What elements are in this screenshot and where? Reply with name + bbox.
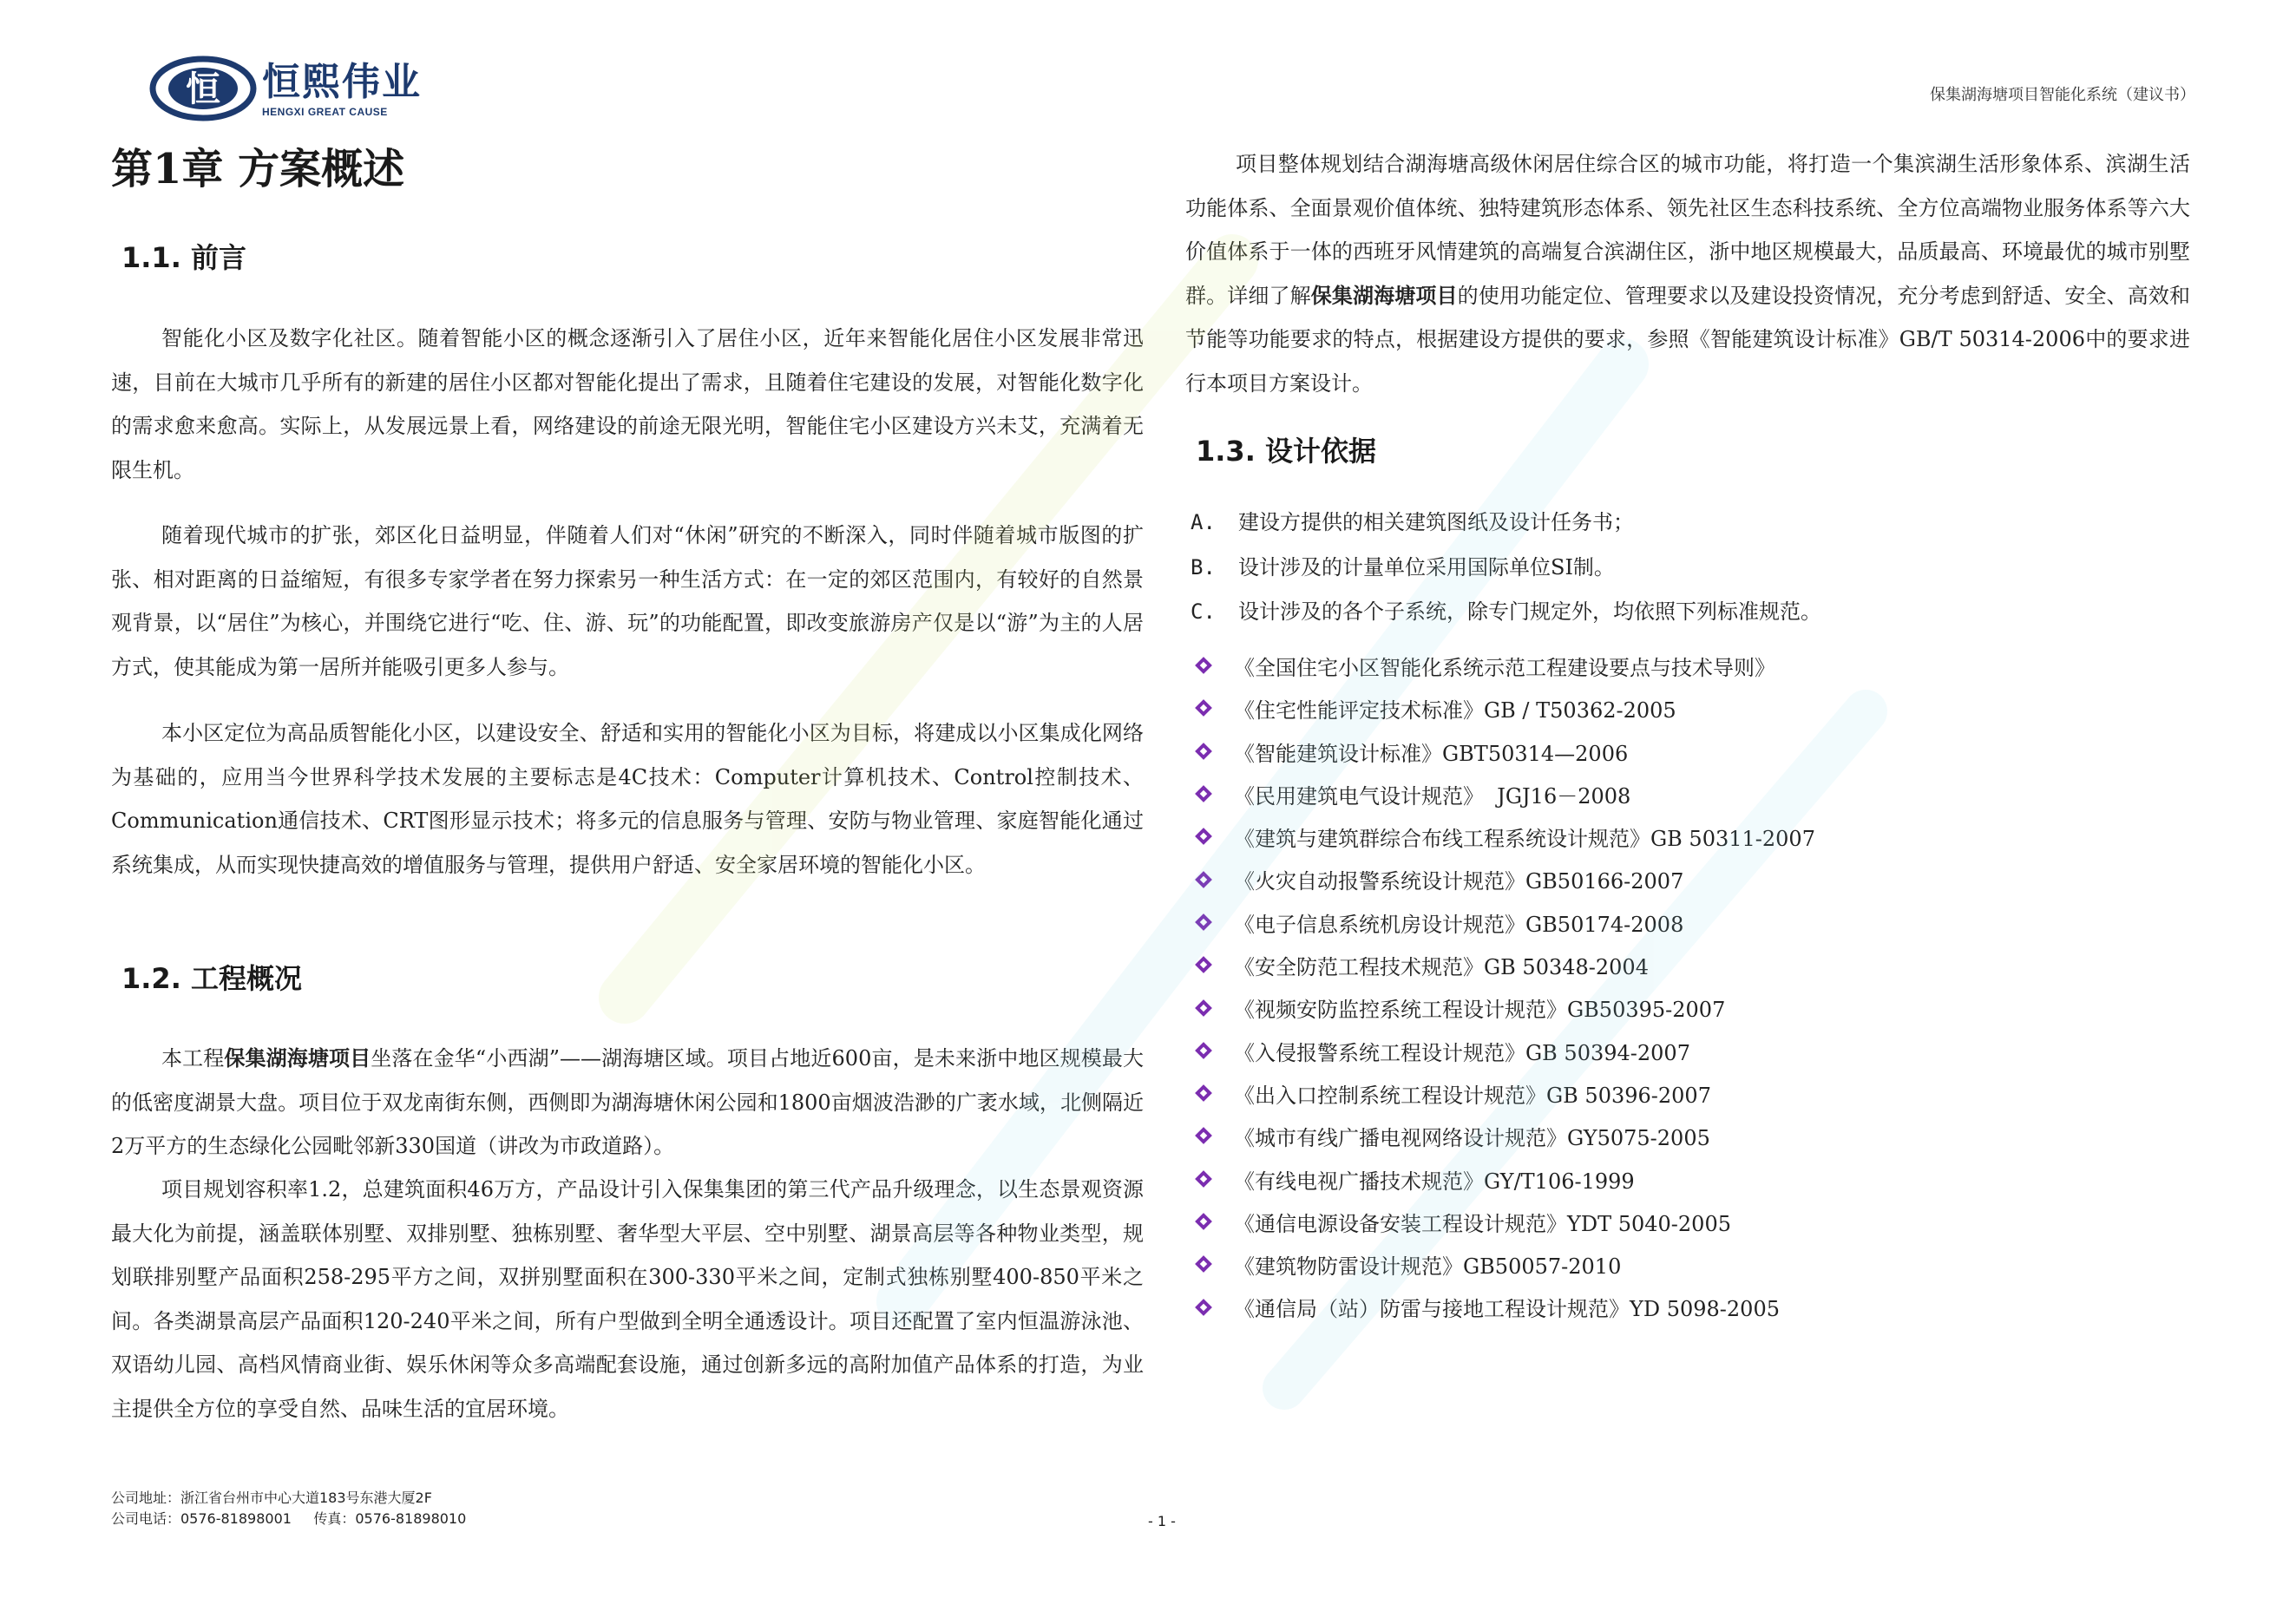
standards-list bbox=[1194, 647, 1815, 1332]
standard-item: 《通信电源设备安装工程设计规范》YDT 5040-2005 bbox=[1194, 1203, 1815, 1246]
diamond-bullet-icon bbox=[1194, 1246, 1225, 1288]
diamond-bullet-icon bbox=[1194, 647, 1225, 690]
diamond-bullet-icon bbox=[1194, 990, 1225, 1032]
diamond-bullet-icon bbox=[1194, 861, 1225, 904]
diamond-bullet-icon bbox=[1194, 1203, 1225, 1246]
standard-item: 《住宅性能评定技术标准》GB / T50362-2005 bbox=[1194, 690, 1815, 732]
logo-emblem-icon bbox=[149, 52, 257, 125]
list-item: C. 设计涉及的各个子系统，除专门规定外，均依照下列标准规范。 bbox=[1191, 599, 1821, 624]
page-footer bbox=[111, 1488, 466, 1529]
standard-item: 《全国住宅小区智能化系统示范工程建设要点与技术导则》 bbox=[1194, 647, 1815, 690]
basis-list bbox=[1191, 501, 1821, 635]
diamond-bullet-icon bbox=[1194, 946, 1225, 989]
overview-paragraph-3: 项目整体规划结合湖海塘高级休闲居住综合区的城市功能，将打造一个集滨湖生活形象体系、滨湖生活功能体系、全面景观价值体统、独特建筑形态体系、领先社区生态科技系统、全方位高端物业服务体系等六大价值体系于一体的西班牙风情建筑的高端复合滨湖住区，浙中地区规模最大，品质最高、环境最优的城市别墅群。详细了解保集湖海塘项目的使用功能定位、管理要求以及建设投资情况，充分考虑到舒适、安全、高效和节能等功能要求的特点，根据建设方提供的要求，参照《智能建筑设计标准》GB/T 50314-2006中的要求进行本项目方案设计。 bbox=[1185, 152, 2191, 396]
company-address: 公司地址：浙江省台州市中心大道183号东港大厦2F bbox=[111, 1490, 432, 1506]
diamond-bullet-icon bbox=[1194, 733, 1225, 776]
standard-item: 《有线电视广播技术规范》GY/T106-1999 bbox=[1194, 1161, 1815, 1203]
project-name-highlight: 保集湖海塘项目 bbox=[224, 1045, 371, 1071]
svg-text:恒: 恒 bbox=[186, 69, 220, 109]
standard-item: 《民用建筑电气设计规范》 JGJ16－2008 bbox=[1194, 776, 1815, 818]
page-number: - 1 - bbox=[1148, 1513, 1176, 1529]
section-title-basis: 1.3. 设计依据 bbox=[1196, 435, 1376, 468]
list-item: B. 设计涉及的计量单位采用国际单位SI制。 bbox=[1191, 554, 1615, 580]
diamond-bullet-icon bbox=[1194, 1032, 1225, 1075]
preface-paragraph-2: 随着现代城市的扩张，郊区化日益明显，伴随着人们对“休闲”研究的不断深入，同时伴随着城市版图的扩张、相对距离的日益缩短，有很多专家学者在努力探索另一种生活方式：在一定的郊区范围内，有较好的自然景观背景，以“居住”为核心，并围绕它进行“吃、住、游、玩”的功能配置，即改变旅游房产仅是以“游”为主的人居方式，使其能成为第一居所并能吸引更多人参与。 bbox=[111, 523, 1144, 679]
standard-item: 《建筑物防雷设计规范》GB50057-2010 bbox=[1194, 1246, 1815, 1288]
overview-paragraph-2: 项目规划容积率1.2，总建筑面积46万方，产品设计引入保集集团的第三代产品升级理念，以生态景观资源最大化为前提，涵盖联体别墅、双排别墅、独栋别墅、奢华型大平层、空中别墅、湖景高层等各种物业类型，规划联排别墅产品面积258-295平方之间，双拼别墅面积在300-330平米之间，定制式独栋别墅400-850平米之间。各类湖景高层产品面积120-240平米之间，所有户型做到全明全通透设计。项目还配置了室内恒温游泳池、双语幼儿园、高档风情商业街、娱乐休闲等众多高端配套设施，通过创新多远的高附加值产品体系的打造，为业主提供全方位的享受自然、品味生活的宜居环境。 bbox=[111, 1177, 1144, 1421]
company-logo bbox=[149, 52, 422, 125]
standard-item: 《电子信息系统机房设计规范》GB50174-2008 bbox=[1194, 904, 1815, 946]
standard-item: 《出入口控制系统工程设计规范》GB 50396-2007 bbox=[1194, 1075, 1815, 1117]
diamond-bullet-icon bbox=[1194, 904, 1225, 946]
preface-paragraph-3: 本小区定位为高品质智能化小区，以建设安全、舒适和实用的智能化小区为目标，将建成以小区集成化网络为基础的，应用当今世界科学技术发展的主要标志是4C技术：Computer计算机技术、Control控制技术、Communication通信技术、CRT图形显示技术；将多元的信息服务与管理、安防与物业管理、家庭智能化通过系统集成，从而实现快捷高效的增值服务与管理，提供用户舒适、安全家居环境的智能化小区。 bbox=[111, 721, 1144, 877]
diamond-bullet-icon bbox=[1194, 818, 1225, 861]
overview-paragraph-1: 本工程保集湖海塘项目坐落在金华“小西湖”——湖海塘区域。项目占地近600亩，是未来浙中地区规模最大的低密度湖景大盘。项目位于双龙南街东侧，西侧即为湖海塘休闲公园和1800亩烟波浩渺的广袤水域，北侧隔近2万平方的生态绿化公园毗邻新330国道（讲改为市政道路）。 bbox=[111, 1045, 1145, 1158]
diamond-bullet-icon bbox=[1194, 776, 1225, 818]
section-title-overview: 1.2. 工程概况 bbox=[121, 962, 302, 995]
standard-item: 《视频安防监控系统工程设计规范》GB50395-2007 bbox=[1194, 989, 1815, 1031]
diamond-bullet-icon bbox=[1194, 690, 1225, 732]
standard-item: 《智能建筑设计标准》GBT50314—2006 bbox=[1194, 733, 1815, 776]
diamond-bullet-icon bbox=[1194, 1161, 1225, 1203]
document-title: 保集湖海塘项目智能化系统（建议书） bbox=[1930, 86, 2195, 104]
standard-item: 《安全防范工程技术规范》GB 50348-2004 bbox=[1194, 946, 1815, 989]
diamond-bullet-icon bbox=[1194, 1075, 1225, 1117]
logo-chinese-name: 恒熙伟业 bbox=[262, 60, 422, 104]
preface-paragraph-1: 智能化小区及数字化社区。随着智能小区的概念逐渐引入了居住小区，近年来智能化居住小区发展非常迅速，目前在大城市几乎所有的新建的居住小区都对智能化提出了需求，且随着住宅建设的发展，对智能化数字化的需求愈来愈高。实际上，从发展远景上看，网络建设的前途无限光明，智能住宅小区建设方兴未艾，充满着无限生机。 bbox=[111, 326, 1144, 482]
diamond-bullet-icon bbox=[1194, 1117, 1225, 1160]
project-name-highlight: 保集湖海塘项目 bbox=[1310, 282, 1458, 308]
standard-item: 《通信局（站）防雷与接地工程设计规范》YD 5098-2005 bbox=[1194, 1288, 1815, 1331]
chapter-title: 第1章 方案概述 bbox=[111, 145, 405, 193]
standard-item: 《入侵报警系统工程设计规范》GB 50394-2007 bbox=[1194, 1032, 1815, 1075]
company-phone: 公司电话：0576-81898001 传真：0576-81898010 bbox=[111, 1510, 467, 1527]
diamond-bullet-icon bbox=[1194, 1289, 1225, 1332]
standard-item: 《城市有线广播电视网络设计规范》GY5075-2005 bbox=[1194, 1117, 1815, 1160]
logo-english-name: HENGXI GREAT CAUSE bbox=[262, 106, 388, 118]
standard-item: 《火灾自动报警系统设计规范》GB50166-2007 bbox=[1194, 861, 1815, 903]
standard-item: 《建筑与建筑群综合布线工程系统设计规范》GB 50311-2007 bbox=[1194, 818, 1815, 861]
section-title-preface: 1.1. 前言 bbox=[121, 241, 246, 274]
list-item: A. 建设方提供的相关建筑图纸及设计任务书； bbox=[1191, 510, 1634, 534]
